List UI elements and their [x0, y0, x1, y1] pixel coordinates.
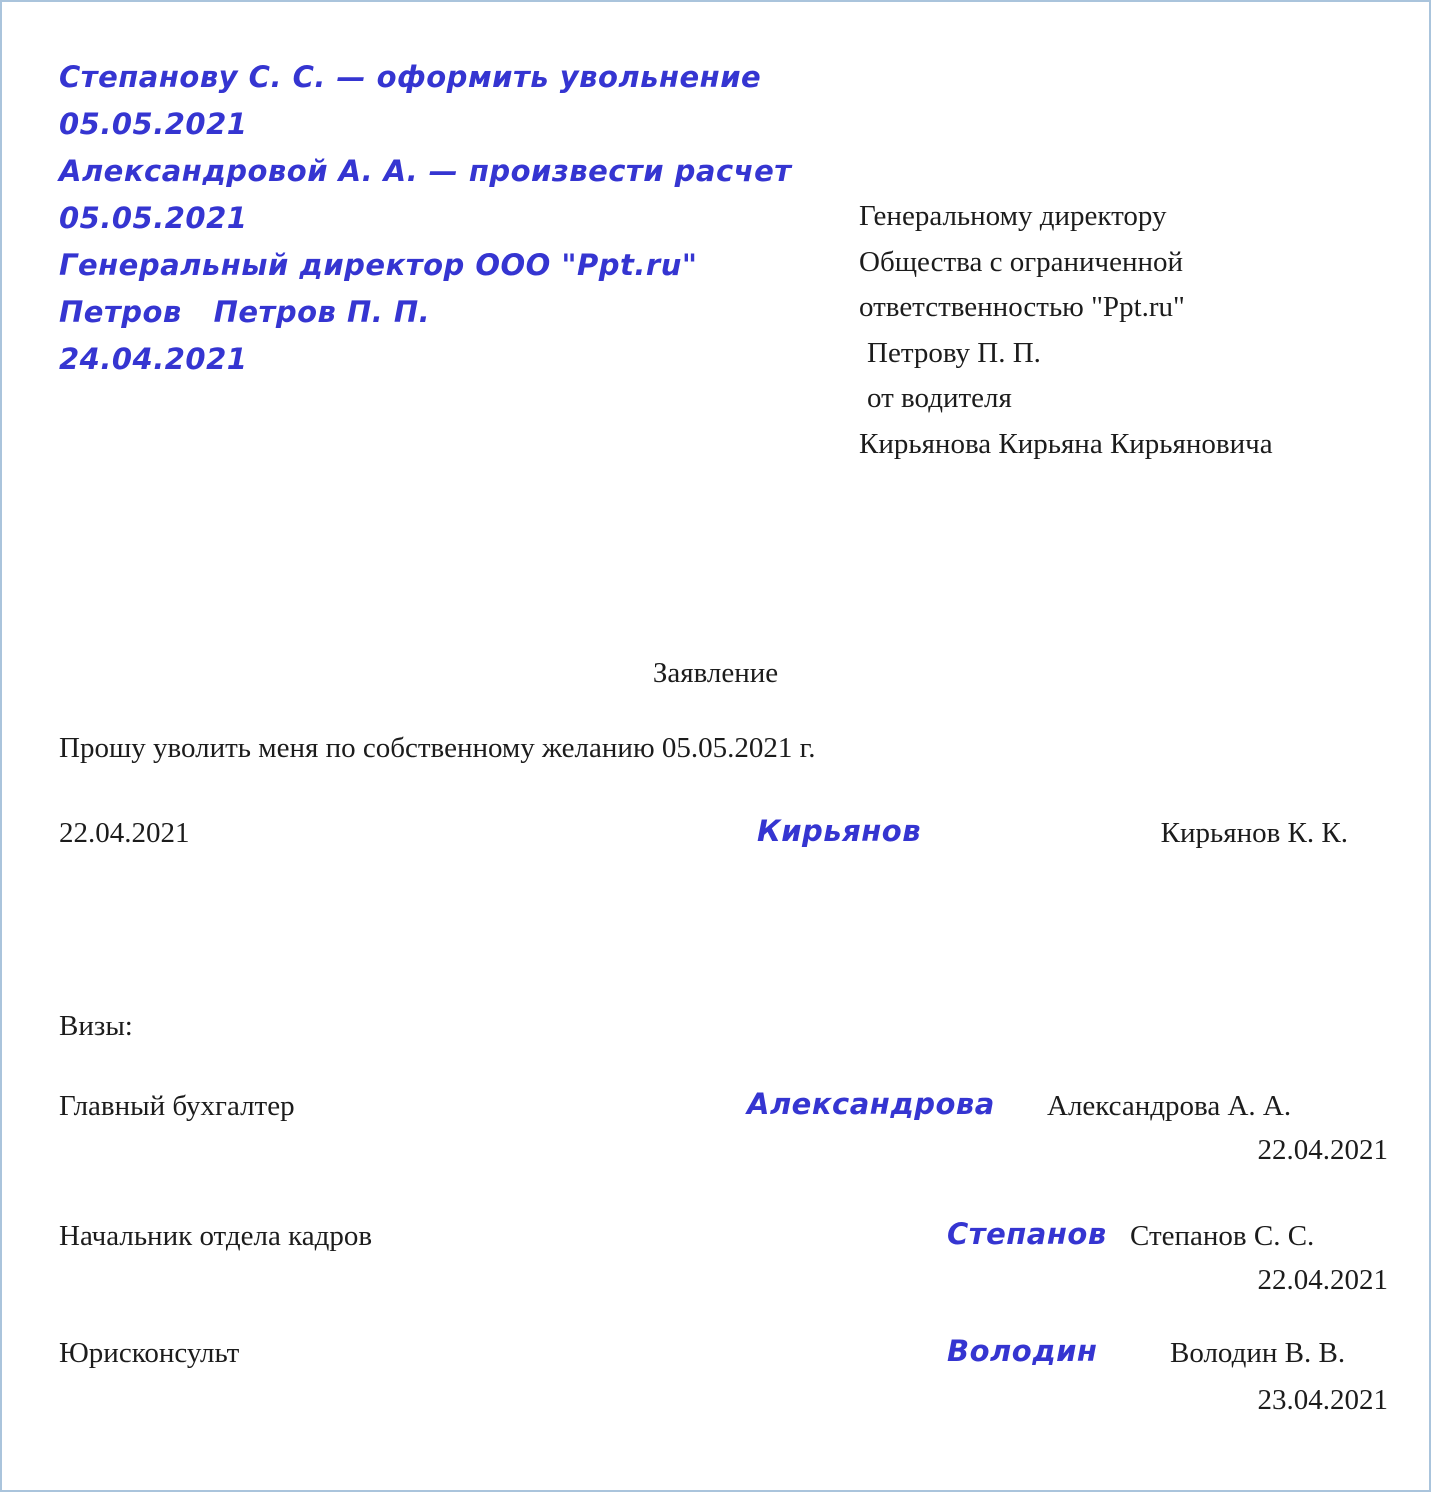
addressee-line: ответственностью "Ppt.ru" — [859, 291, 1185, 323]
resolution-line: Генеральный директор ООО "Ppt.ru" — [59, 248, 698, 282]
resolution-line: Александровой А. А. — произвести расчет — [59, 154, 792, 188]
visa-autograph: Александрова — [747, 1087, 995, 1121]
resolution-line: 24.04.2021 — [59, 342, 248, 376]
visa-date: 22.04.2021 — [1257, 1134, 1388, 1166]
resolution-block — [59, 54, 792, 383]
document-title: Заявление — [652, 657, 779, 689]
signature-name: Кирьянов К. К. — [1160, 817, 1348, 849]
visa-autograph: Степанов — [947, 1217, 1107, 1251]
signature-autograph: Кирьянов — [757, 814, 922, 848]
visa-date: 23.04.2021 — [1257, 1384, 1388, 1416]
request-text: Прошу уволить меня по собственному желанию 05.05.2021 г. — [59, 732, 816, 764]
signature-date: 22.04.2021 — [59, 817, 190, 849]
visa-name: Степанов С. С. — [1130, 1220, 1315, 1252]
visa-position: Главный бухгалтер — [59, 1090, 295, 1122]
addressee-line: Общества с ограниченной — [859, 245, 1184, 278]
addressee-line: Кирьянова Кирьяна Кирьяновича — [859, 427, 1273, 460]
resolution-line: 05.05.2021 — [59, 107, 248, 141]
addressee-line: Петрову П. П. — [867, 336, 1041, 369]
visa-name: Володин В. В. — [1170, 1337, 1346, 1369]
visa-date: 22.04.2021 — [1257, 1264, 1388, 1296]
resolution-line: Степанову С. С. — оформить увольнение — [59, 60, 762, 94]
visa-position: Юрисконсульт — [59, 1337, 240, 1369]
resolution-line: 05.05.2021 — [59, 201, 248, 235]
visas-label: Визы: — [59, 1010, 133, 1042]
resolution-line: Петров Петров П. П. — [59, 295, 431, 329]
addressee-line: от водителя — [867, 382, 1012, 414]
addressee-line: Генеральному директору — [859, 200, 1167, 232]
addressee-block — [859, 194, 1273, 467]
visa-autograph: Володин — [947, 1334, 1098, 1368]
visa-name: Александрова А. А. — [1047, 1090, 1292, 1122]
visa-position: Начальник отдела кадров — [59, 1220, 373, 1252]
